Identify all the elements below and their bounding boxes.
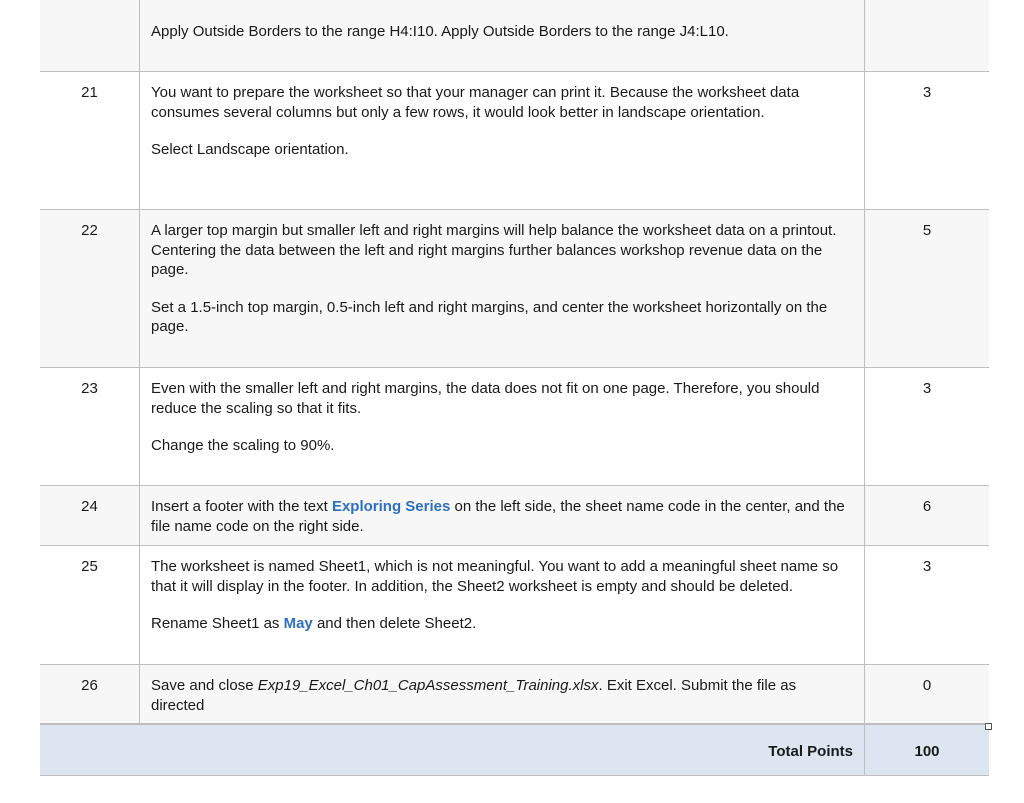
task-text: A larger top margin but smaller left and right margins will help balance the worksheet data on a printout. Centering the data between the left and right margins further balances workshop revenue data on the page.	[151, 222, 837, 278]
total-row	[40, 724, 989, 776]
task-description	[140, 368, 865, 485]
task-description	[140, 210, 865, 367]
step-number: 25	[40, 546, 140, 664]
task-description	[140, 486, 865, 545]
step-number: 22	[40, 210, 140, 367]
points-value: 6	[922, 498, 932, 515]
total-spacer	[40, 725, 140, 775]
table-row	[40, 210, 989, 368]
points-value: 3	[922, 84, 932, 101]
points-value: 3	[922, 558, 932, 575]
task-text-part: on the left side, the sheet name code in the center, and the file name code on the right side.	[151, 498, 845, 535]
table-row	[40, 368, 989, 486]
total-value: 100	[914, 743, 940, 760]
table-row	[40, 546, 989, 665]
points-value: 3	[922, 380, 932, 397]
task-text-part: Rename Sheet1 as	[151, 615, 284, 632]
total-label: Total Points	[140, 725, 865, 775]
table-row	[40, 486, 989, 546]
points-value	[865, 0, 989, 71]
task-text-part: . Exit Excel. Submit the file as directed	[151, 677, 797, 714]
task-action	[151, 614, 852, 634]
points-value: 0	[922, 677, 932, 694]
resize-handle[interactable]	[985, 723, 992, 730]
step-number	[40, 0, 140, 71]
instructions-table	[40, 0, 989, 776]
step-number: 23	[40, 368, 140, 485]
task-action: Set a 1.5-inch top margin, 0.5-inch left and right margins, and center the worksheet horizontally on the page.	[151, 298, 828, 335]
table-row	[40, 665, 989, 724]
task-text-part: Insert a footer with the text	[151, 498, 332, 515]
task-text-part: Save and close	[151, 677, 258, 694]
table-row	[40, 0, 989, 72]
table-row	[40, 72, 989, 210]
highlight-text: May	[283, 615, 313, 632]
highlight-text: Exploring Series	[331, 498, 451, 515]
points-value: 5	[922, 222, 932, 239]
task-description	[140, 665, 865, 723]
task-text: Even with the smaller left and right margins, the data does not fit on one page. Therefore, you should reduce the scaling so that it fits.	[151, 380, 820, 417]
file-name-text: Exp19_Excel_Ch01_CapAssessment_Training.xlsx	[257, 677, 599, 694]
task-text-part: and then delete Sheet2.	[312, 615, 477, 632]
task-description	[140, 0, 865, 71]
task-text: Apply Outside Borders to the range H4:I10. Apply Outside Borders to the range J4:L10.	[151, 23, 729, 40]
task-action: Change the scaling to 90%.	[151, 437, 335, 454]
task-description	[140, 546, 865, 664]
step-number: 24	[40, 486, 140, 545]
step-number: 26	[40, 665, 140, 723]
step-number: 21	[40, 72, 140, 209]
task-text	[151, 497, 852, 536]
task-text: You want to prepare the worksheet so that your manager can print it. Because the worksheet data consumes several columns but only a few rows, it would look better in landscape orientation.	[151, 84, 800, 121]
task-text: The worksheet is named Sheet1, which is not meaningful. You want to add a meaningful sheet name so that it will display in the footer. In addition, the Sheet2 worksheet is empty and should be deleted.	[151, 558, 839, 595]
task-description	[140, 72, 865, 209]
task-action: Select Landscape orientation.	[151, 141, 349, 158]
task-text	[151, 676, 852, 715]
